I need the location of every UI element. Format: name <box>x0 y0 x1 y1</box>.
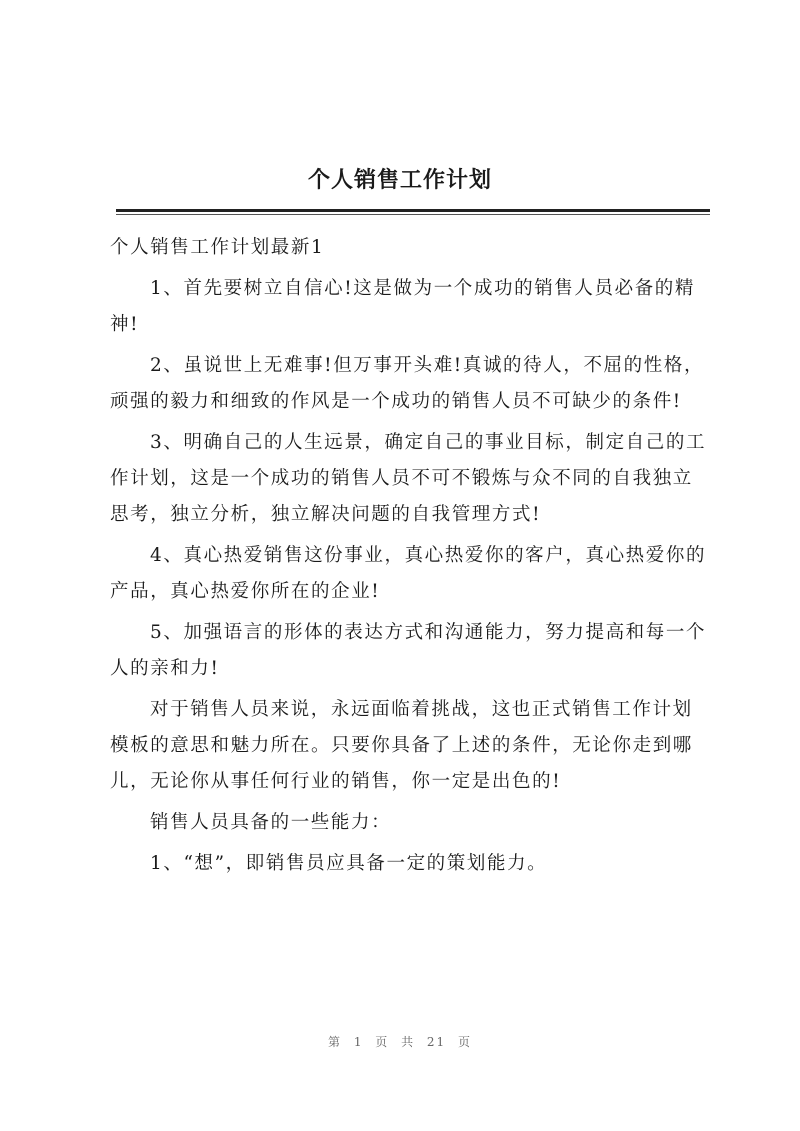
title-divider-thick <box>116 209 710 212</box>
document-title: 个人销售工作计划 <box>307 168 492 193</box>
section-heading: 个人销售工作计划最新1 <box>110 237 325 258</box>
paragraph-1: 1、首先要树立自信心!这是做为一个成功的销售人员必备的精神! <box>110 278 696 335</box>
paragraph-7: 销售人员具备的一些能力： <box>150 812 392 833</box>
paragraph-6: 对于销售人员来说，永远面临着挑战，这也正式销售工作计划模板的意思和魅力所在。只要你具备了上述的条件，无论你走到哪儿，无论你从事任何行业的销售，你一定是出色的! <box>110 699 693 792</box>
title-divider-thin <box>116 214 710 215</box>
page-number-footer: 第 1 页 共 21 页 <box>328 1035 472 1049</box>
paragraph-5: 5、加强语言的形体的表达方式和沟通能力，努力提高和每一个人的亲和力! <box>110 622 707 679</box>
paragraph-4: 4、真心热爱销售这份事业，真心热爱你的客户，真心热爱你的产品，真心热爱你所在的企业! <box>110 545 707 602</box>
paragraph-8: 1、“想”，即销售员应具备一定的策划能力。 <box>150 853 548 874</box>
paragraph-2: 2、虽说世上无难事!但万事开头难!真诚的待人，不屈的性格，顽强的毅力和细致的作风是一个成功的销售人员不可缺少的条件! <box>110 355 705 412</box>
paragraph-3: 3、明确自己的人生远景，确定自己的事业目标，制定自己的工作计划，这是一个成功的销售人员不可不锻炼与众不同的自我独立思考，独立分析，独立解决问题的自我管理方式! <box>110 432 707 525</box>
document-body <box>110 230 708 887</box>
